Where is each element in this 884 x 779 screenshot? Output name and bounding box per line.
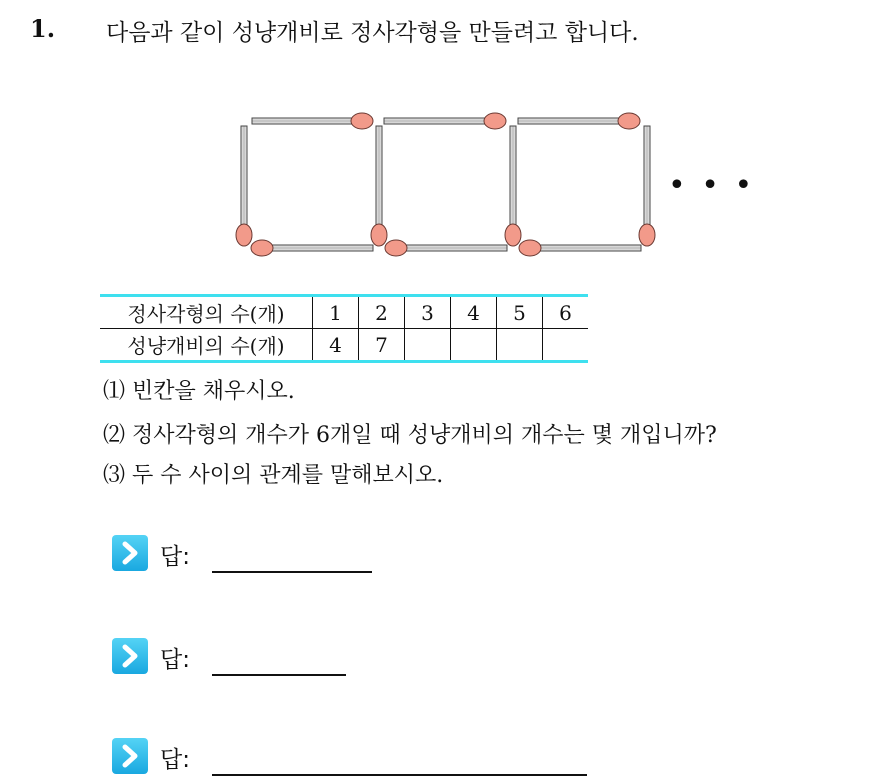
match-head (505, 224, 521, 246)
matchstick (518, 118, 628, 124)
table-cell: 1 (313, 296, 359, 329)
matchstick (241, 126, 247, 234)
match-head (618, 113, 640, 129)
match-head (371, 224, 387, 246)
matchstick (376, 126, 382, 234)
table-cell: 4 (451, 296, 497, 329)
answer-blank[interactable] (212, 674, 346, 676)
table-row (100, 296, 588, 329)
matchstick (536, 245, 641, 251)
question-text: 다음과 같이 성냥개비로 정사각형을 만들려고 합니다. (106, 20, 639, 46)
ellipsis: • • • (668, 168, 756, 203)
match-head (385, 240, 407, 256)
table-row (100, 329, 588, 362)
chevron-right-icon (112, 535, 148, 571)
blank-cell[interactable] (543, 329, 589, 362)
blank-cell[interactable] (451, 329, 497, 362)
square-3 (505, 113, 655, 256)
answer-label: 답: (160, 747, 190, 773)
match-head (484, 113, 506, 129)
answer-label: 답: (160, 544, 190, 570)
match-head (519, 240, 541, 256)
matchstick (252, 118, 362, 124)
table-cell: 5 (497, 296, 543, 329)
chevron-right-icon (112, 738, 148, 774)
table-cell: 6 (543, 296, 589, 329)
subquestion-3: ⑶ 두 수 사이의 관계를 말해보시오. (103, 463, 444, 488)
matchstick (510, 126, 516, 234)
blank-cell[interactable] (497, 329, 543, 362)
square-2 (371, 113, 507, 256)
matchstick (384, 118, 494, 124)
matchstick (402, 245, 507, 251)
match-head (351, 113, 373, 129)
question-number: 1. (30, 14, 56, 43)
match-head (251, 240, 273, 256)
table-cell: 7 (359, 329, 405, 362)
answer-blank[interactable] (212, 571, 372, 573)
matchstick (268, 245, 373, 251)
matchstick-figure (228, 100, 658, 270)
row-label: 정사각형의 수(개) (100, 296, 313, 329)
matchstick (644, 126, 650, 234)
blank-cell[interactable] (405, 329, 451, 362)
square-1 (236, 113, 373, 256)
table-cell: 4 (313, 329, 359, 362)
table-cell: 3 (405, 296, 451, 329)
data-table (100, 294, 588, 363)
subquestion-2: ⑵ 정사각형의 개수가 6개일 때 성냥개비의 개수는 몇 개입니까? (103, 423, 717, 448)
answer-label: 답: (160, 647, 190, 673)
table-cell: 2 (359, 296, 405, 329)
match-head (236, 224, 252, 246)
answer-blank[interactable] (212, 774, 587, 776)
chevron-right-icon (112, 638, 148, 674)
match-head (639, 224, 655, 246)
row-label: 성냥개비의 수(개) (100, 329, 313, 362)
subquestion-1: ⑴ 빈칸을 채우시오. (103, 379, 295, 404)
